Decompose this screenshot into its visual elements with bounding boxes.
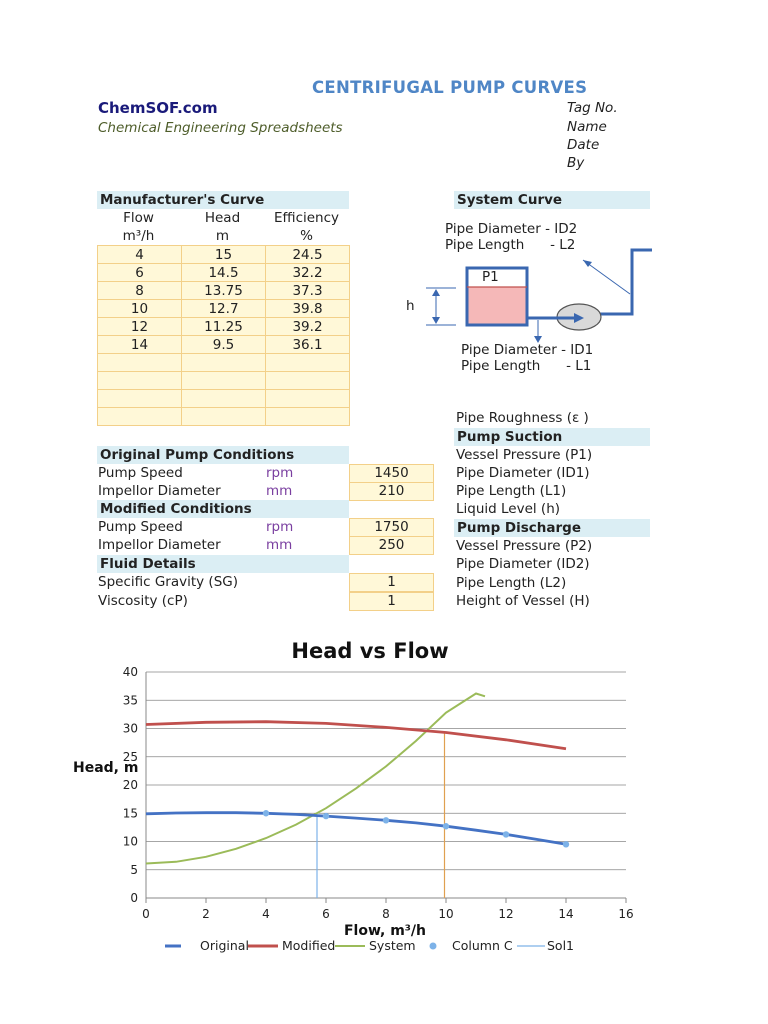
table-cell[interactable] (266, 354, 350, 372)
vessel-liquid (467, 287, 527, 325)
col-header-efficiency: Efficiency (273, 210, 340, 226)
head-vs-flow-chart (0, 630, 768, 970)
legend-original: Original (200, 938, 249, 953)
x-axis-label: Flow, m³/h (343, 923, 427, 939)
column-c-point (323, 813, 329, 819)
system-diagram (380, 210, 660, 385)
table-row (98, 372, 350, 390)
col-header-flow: Flow (123, 210, 154, 226)
y-tick-label: 35 (122, 693, 138, 708)
table-cell[interactable] (182, 390, 266, 408)
col-header-head: Head (204, 210, 241, 226)
x-tick-label: 12 (498, 907, 514, 921)
table-cell[interactable]: 4 (98, 246, 182, 264)
discharge-vessel-pressure-label: Vessel Pressure (P2) (456, 538, 593, 554)
table-cell[interactable]: 8 (98, 282, 182, 300)
col-unit-flow: m³/h (122, 228, 155, 244)
x-tick-label: 8 (382, 907, 390, 921)
table-cell[interactable] (98, 408, 182, 426)
legend-system: System (369, 938, 416, 953)
table-row (98, 318, 350, 336)
col-unit-head: m (215, 228, 230, 244)
h-arrow-up (432, 289, 440, 296)
table-row (98, 300, 350, 318)
table-cell[interactable]: 12.7 (182, 300, 266, 318)
x-tick-label: 10 (438, 907, 454, 921)
y-tick-label: 15 (122, 806, 138, 821)
fluid-details-header: Fluid Details (97, 555, 349, 573)
table-row (98, 390, 350, 408)
modified-pump-speed-unit: rpm (266, 519, 294, 535)
table-cell[interactable]: 11.25 (182, 318, 266, 336)
column-c-point (443, 823, 449, 829)
y-tick-label: 40 (122, 665, 138, 679)
table-cell[interactable]: 15 (182, 246, 266, 264)
x-tick-label: 0 (142, 907, 150, 921)
table-cell[interactable] (266, 408, 350, 426)
discharge-pipe-diameter-label: Pipe Diameter (ID2) (456, 556, 590, 572)
table-row (98, 336, 350, 354)
viscosity-label: Viscosity (cP) (98, 593, 188, 609)
table-row (98, 354, 350, 372)
column-c-point (383, 817, 389, 823)
suction-pipe-length-label: Pipe Length (L1) (456, 483, 567, 499)
table-cell[interactable]: 39.8 (266, 300, 350, 318)
table-cell[interactable] (98, 372, 182, 390)
table-cell[interactable]: 9.5 (182, 336, 266, 354)
table-cell[interactable] (98, 390, 182, 408)
y-tick-label: 10 (122, 834, 138, 849)
original-impellor-label: Impellor Diameter (98, 483, 221, 499)
series-original-line (146, 813, 566, 845)
table-cell[interactable]: 10 (98, 300, 182, 318)
p1-label: P1 (482, 269, 499, 285)
vessel-height-label: Height of Vessel (H) (456, 593, 590, 609)
liquid-level-label: Liquid Level (h) (456, 501, 561, 517)
suction-vessel-pressure-label: Vessel Pressure (P1) (456, 447, 593, 463)
series-modified-line (146, 722, 566, 749)
original-impellor-unit: mm (266, 483, 293, 499)
table-cell[interactable] (98, 354, 182, 372)
y-tick-label: 20 (122, 778, 138, 792)
legend-swatch-column-c (427, 938, 439, 952)
table-cell[interactable]: 32.2 (266, 264, 350, 282)
table-cell[interactable] (182, 354, 266, 372)
table-cell[interactable]: 14.5 (182, 264, 266, 282)
y-axis-label: Head, m (73, 760, 139, 776)
table-cell[interactable]: 39.2 (266, 318, 350, 336)
table-cell[interactable]: 37.3 (266, 282, 350, 300)
original-impellor-input[interactable]: 210 (349, 482, 434, 501)
legend-swatch-sol1 (517, 938, 545, 952)
series-system-line (146, 694, 485, 864)
l2-pointer-line (583, 260, 630, 294)
meta-by-label: By (567, 155, 585, 171)
table-cell[interactable] (266, 372, 350, 390)
chart-title: Head vs Flow (291, 639, 449, 663)
discharge-pipe (594, 250, 652, 314)
legend-modified: Modified (282, 938, 336, 953)
table-cell[interactable] (266, 390, 350, 408)
system-curve-header: System Curve (454, 191, 650, 209)
table-row (98, 246, 350, 264)
page-title: CENTRIFUGAL PUMP CURVES (312, 78, 588, 97)
legend-swatch-modified (248, 938, 278, 952)
modified-impellor-input[interactable]: 250 (349, 536, 434, 555)
original-conditions-header: Original Pump Conditions (97, 446, 349, 464)
specific-gravity-input[interactable]: 1 (349, 573, 434, 592)
table-cell[interactable]: 24.5 (266, 246, 350, 264)
modified-impellor-label: Impellor Diameter (98, 537, 221, 553)
legend-sol1: Sol1 (547, 938, 575, 953)
table-row (98, 264, 350, 282)
legend-swatch-system (335, 938, 365, 952)
table-cell[interactable]: 6 (98, 264, 182, 282)
legend-column-c: Column C (452, 938, 513, 953)
pipe-roughness-label: Pipe Roughness (ε ) (456, 410, 589, 426)
modified-conditions-header: Modified Conditions (97, 500, 349, 518)
x-tick-label: 16 (618, 907, 634, 921)
y-tick-label: 5 (130, 862, 138, 877)
table-cell[interactable] (182, 372, 266, 390)
pipe-diameter-id2-label: Pipe Diameter - ID2 (445, 221, 578, 237)
meta-date-label: Date (567, 137, 600, 153)
manufacturer-table (97, 245, 350, 426)
original-pump-speed-label: Pump Speed (98, 465, 183, 481)
y-tick-label: 30 (122, 721, 138, 736)
suction-pipe-diameter-label: Pipe Diameter (ID1) (456, 465, 590, 481)
modified-pump-speed-label: Pump Speed (98, 519, 183, 535)
pipe-diameter-id1-label: Pipe Diameter - ID1 (461, 342, 594, 358)
meta-name-label: Name (567, 119, 607, 135)
x-tick-label: 2 (202, 907, 210, 921)
y-tick-label: 25 (122, 749, 138, 764)
table-cell[interactable]: 12 (98, 318, 182, 336)
modified-impellor-unit: mm (266, 537, 293, 553)
discharge-pipe-length-label: Pipe Length (L2) (456, 575, 567, 591)
original-pump-speed-input[interactable]: 1450 (349, 464, 434, 483)
col-unit-efficiency: % (300, 228, 313, 244)
pipe-length-l1-label: Pipe Length - L1 (461, 358, 592, 374)
viscosity-input[interactable]: 1 (349, 592, 434, 611)
pipe-label-group (445, 221, 577, 253)
x-tick-label: 14 (558, 907, 574, 921)
column-c-point (263, 810, 269, 816)
modified-pump-speed-input[interactable]: 1750 (349, 518, 434, 537)
table-cell[interactable] (182, 408, 266, 426)
original-pump-speed-unit: rpm (266, 465, 294, 481)
table-cell[interactable]: 36.1 (266, 336, 350, 354)
pump-suction-header: Pump Suction (454, 428, 650, 446)
manufacturer-curve-header: Manufacturer's Curve (97, 191, 349, 209)
pipe-length-l2-label: Pipe Length - L2 (445, 237, 576, 253)
brand-name[interactable]: ChemSOF.com (98, 99, 218, 117)
table-row (98, 408, 350, 426)
meta-tag-label: Tag No. (567, 100, 618, 116)
pump-discharge-header: Pump Discharge (454, 519, 650, 537)
table-row (98, 282, 350, 300)
x-tick-label: 4 (262, 907, 270, 921)
column-c-point (503, 831, 509, 837)
column-c-point (563, 841, 569, 847)
x-tick-label: 6 (322, 907, 330, 921)
y-tick-label: 0 (130, 891, 138, 905)
h-arrow-down (432, 317, 440, 324)
subtitle: Chemical Engineering Spreadsheets (98, 120, 343, 136)
legend-swatch-original (165, 938, 181, 952)
h-label: h (406, 298, 415, 314)
specific-gravity-label: Specific Gravity (SG) (98, 574, 238, 590)
table-cell[interactable]: 13.75 (182, 282, 266, 300)
table-cell[interactable]: 14 (98, 336, 182, 354)
